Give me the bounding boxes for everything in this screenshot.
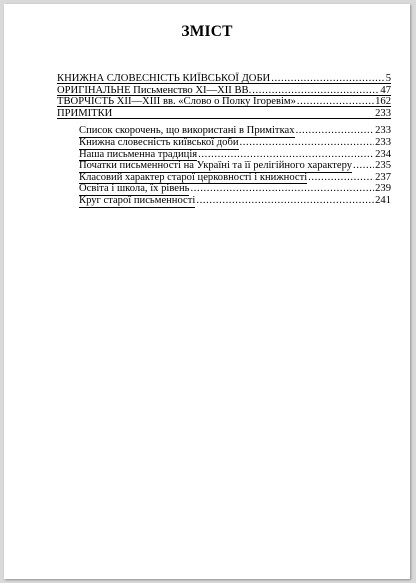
dot-leader [308,172,374,184]
toc-entry-page: 47 [380,84,391,96]
toc-subentry-page: 233 [375,125,391,137]
toc-entry-label: ТВОРЧІСТЬ XII—XIII вв. «Слово о Полку Ігоревім» [57,96,296,108]
toc-entry-page: 233 [375,107,391,119]
toc-subentry-page: 239 [375,183,391,195]
toc-subentry[interactable] [79,125,391,137]
dot-leader [296,125,375,137]
toc-entry[interactable] [57,73,391,85]
toc-entry-page: 5 [385,73,391,84]
toc-subentry-label: Початки письменності на Україні та її релігійного характеру [79,160,353,172]
toc-subentry-page: 241 [375,194,391,206]
toc-subentry-page: 233 [375,136,391,148]
dot-leader [198,149,374,161]
toc-subentry-page: 237 [375,171,391,183]
toc-subentry-label: Круг старої письменності [79,194,196,206]
toc-entry[interactable] [57,85,391,97]
link-underline [57,118,391,119]
document-page [4,4,410,579]
toc-subentry[interactable] [79,160,391,172]
toc-entry-label: ПРИМІТКИ [57,107,113,119]
page-title: ЗМІСТ [181,23,233,40]
table-of-contents [57,73,391,207]
toc-subentry-label: Список скорочень, що використані в Примітках [79,125,295,137]
dot-leader [196,195,374,207]
toc-subentry[interactable] [79,137,391,149]
toc-subentry[interactable] [79,172,391,184]
dot-leader [353,160,374,172]
toc-subentry-label: Наша письменна традиція [79,148,198,160]
toc-entry-label: ОРИГІНАЛЬНЕ Письменство XI—XII ВВ. [57,84,252,96]
toc-entry-label: КНИЖНА СЛОВЕСНІСТЬ КИЇВСЬКОЇ ДОБИ [57,73,271,84]
toc-subentry[interactable] [79,195,391,207]
toc-subentry-label: Книжна словесність київської доби [79,136,239,148]
dot-leader [240,137,375,149]
toc-subentry-label: Класовий характер старої церковності і книжності [79,171,308,183]
toc-entry[interactable] [57,96,391,108]
toc-subentry-page: 235 [375,160,391,172]
toc-subentry[interactable] [79,183,391,195]
toc-subentry-page: 234 [375,148,391,160]
toc-subentry[interactable] [79,149,391,161]
toc-entry[interactable] [57,108,391,120]
toc-subentry-label: Освіта і школа, їх рівень [79,183,190,195]
toc-entry-page: 162 [375,96,391,108]
dot-leader [190,183,374,195]
